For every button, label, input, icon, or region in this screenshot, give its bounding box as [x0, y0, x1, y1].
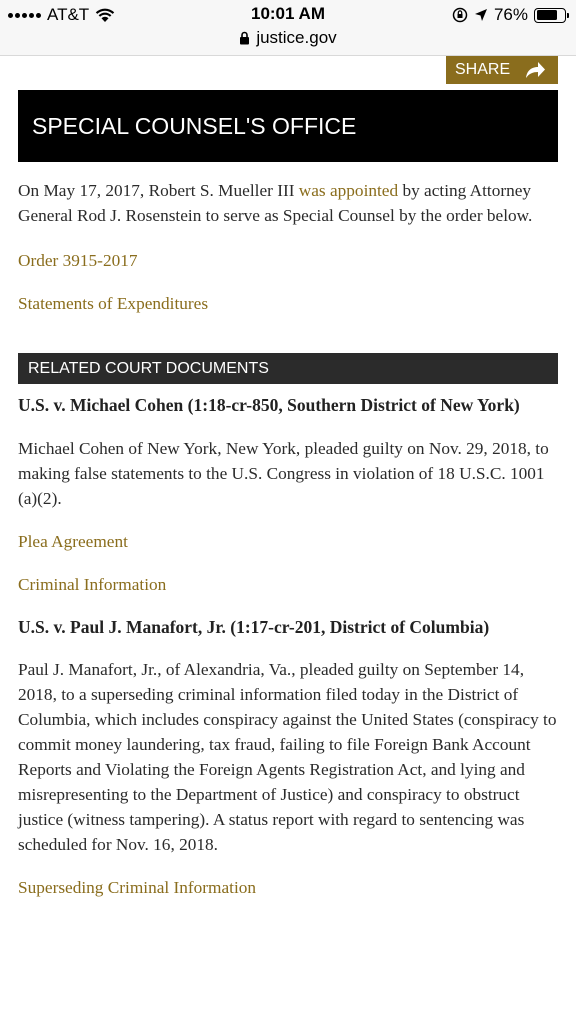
expenditures-link[interactable]: Statements of Expenditures	[18, 294, 209, 313]
status-bar	[0, 0, 576, 56]
case-title-manafort: U.S. v. Paul J. Manafort, Jr. (1:17-cr-201, District of Columbia)	[18, 617, 490, 637]
case-summary-manafort: Paul J. Manafort, Jr., of Alexandria, Va., pleaded guilty on September 14, 2018, to a superseding criminal information filed today in the District of Columbia, which includes conspiracy against the United States (conspiracy to commit money laundering, tax fraud, failing to file Foreign Bank Account Reports and Violating the Foreign Agents Registration Act, and lying and misrepresenting to the Department of Justice) and conspiracy to obstruct justice (witness tampering). A status report with regard to sentencing was scheduled for Nov. 16, 2018.	[18, 660, 557, 854]
location-icon	[474, 8, 488, 22]
share-label: SHARE	[455, 61, 511, 78]
status-right	[452, 4, 566, 26]
url-text: justice.gov	[256, 28, 337, 47]
case-title-cohen: U.S. v. Michael Cohen (1:18-cr-850, Southern District of New York)	[18, 395, 520, 415]
page-title: SPECIAL COUNSEL'S OFFICE	[18, 90, 558, 162]
status-time: 10:01 AM	[250, 4, 325, 23]
orientation-lock-icon	[452, 7, 468, 23]
related-documents-heading: RELATED COURT DOCUMENTS	[18, 353, 558, 384]
intro-paragraph: On May 17, 2017, Robert S. Mueller III was appointed by acting Attorney General Rod J. Rosenstein to serve as Special Counsel by the order below.	[18, 181, 533, 225]
battery-percent: 76%	[493, 5, 528, 24]
criminal-information-link[interactable]: Criminal Information	[18, 575, 167, 594]
share-arrow-icon	[524, 60, 546, 80]
superseding-information-link[interactable]: Superseding Criminal Information	[18, 878, 257, 897]
share-button[interactable]	[446, 56, 558, 84]
address-bar[interactable]	[0, 28, 576, 48]
case-summary-cohen: Michael Cohen of New York, New York, pleaded guilty on Nov. 29, 2018, to making false statements to the U.S. Congress in violation of 18 U.S.C. 1001 (a)(2).	[18, 439, 549, 508]
appointed-link[interactable]: was appointed	[298, 181, 399, 200]
plea-agreement-link[interactable]: Plea Agreement	[18, 532, 128, 551]
battery-icon	[534, 8, 566, 23]
battery-level	[537, 10, 558, 20]
order-link[interactable]: Order 3915-2017	[18, 251, 138, 270]
carrier-label: AT&T	[47, 5, 90, 24]
main-content	[18, 178, 558, 900]
lock-icon	[239, 31, 250, 45]
